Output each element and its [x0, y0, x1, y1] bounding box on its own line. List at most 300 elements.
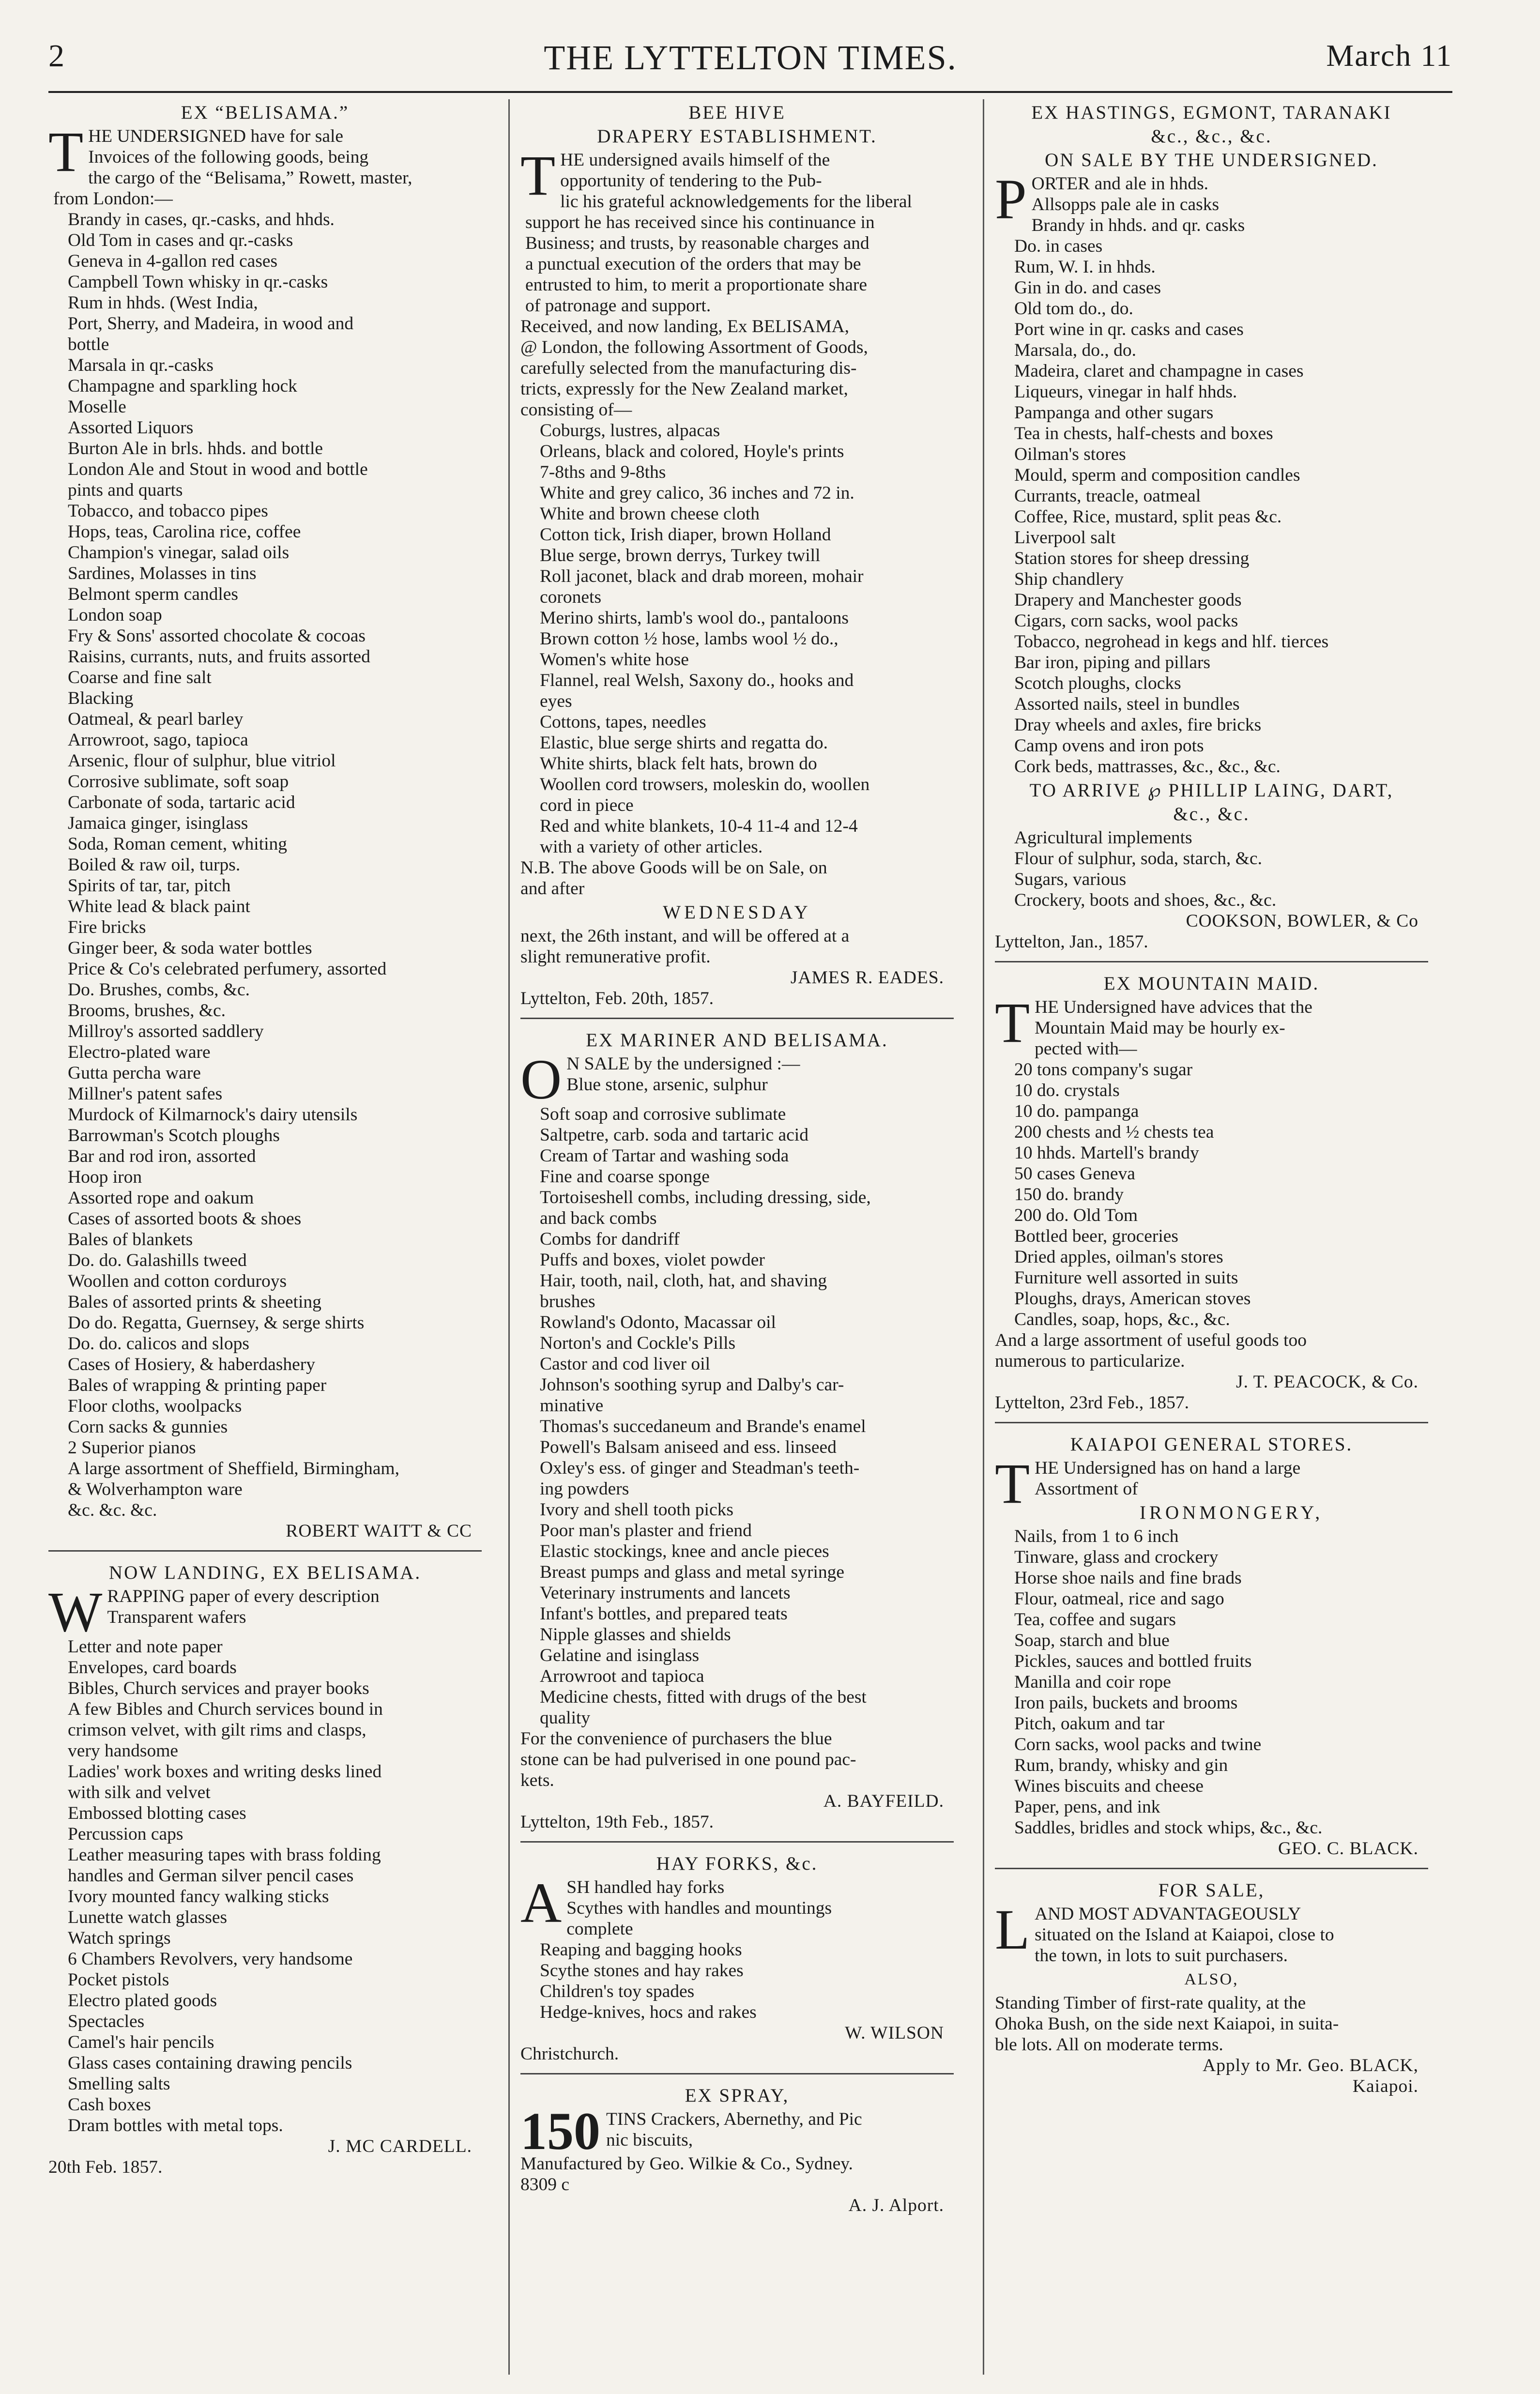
- ad-item: Champion's vinegar, salad oils: [68, 543, 290, 563]
- ad-item: Scotch ploughs, clocks: [1014, 673, 1181, 693]
- drop-cap: L: [995, 1898, 1030, 1961]
- ad-item: 200 do. Old Tom: [1014, 1205, 1138, 1225]
- ad-item: Manilla and coir rope: [1014, 1672, 1171, 1692]
- ad-heading: FOR SALE,: [1158, 1880, 1265, 1901]
- ad-item: White and brown cheese cloth: [540, 504, 760, 524]
- advertisement: [48, 102, 482, 1541]
- ad-item: Sugars, various: [1014, 869, 1127, 889]
- ad-item: Furniture well assorted in suits: [1014, 1268, 1238, 1288]
- ad-subheading: DRAPERY ESTABLISHMENT.: [597, 126, 877, 147]
- ad-item: with silk and velvet: [68, 1783, 211, 1802]
- ad-body-line: tricts, expressly for the New Zealand market,: [520, 379, 848, 399]
- ad-place: Kaiapoi.: [1352, 2076, 1418, 2096]
- ad-item: 6 Chambers Revolvers, very handsome: [68, 1949, 353, 1969]
- ad-item: Ship chandlery: [1014, 569, 1124, 589]
- ad-item: Nipple glasses and shields: [540, 1625, 731, 1645]
- ad-signature: GEO. C. BLACK.: [1278, 1839, 1418, 1859]
- ad-item: Iron pails, buckets and brooms: [1014, 1693, 1238, 1713]
- ad-lead-line: TINS Crackers, Abernethy, and Pic: [606, 2109, 862, 2129]
- ad-item: Brooms, brushes, &c.: [68, 1001, 226, 1021]
- ad-item: Pitch, oakum and tar: [1014, 1714, 1165, 1734]
- ad-item: Bales of blankets: [68, 1230, 193, 1250]
- ad-item: 2 Superior pianos: [68, 1438, 196, 1458]
- ad-item: cord in piece: [540, 795, 634, 815]
- ad-item: Barrowman's Scotch ploughs: [68, 1126, 280, 1145]
- ad-body-line: Ohoka Bush, on the side next Kaiapoi, in suita-: [995, 2014, 1339, 2034]
- ad-item: Tinware, glass and crockery: [1014, 1547, 1219, 1567]
- advertisement: [995, 102, 1428, 952]
- ad-code: 8309 c: [520, 2175, 570, 2195]
- ad-item: Sardines, Molasses in tins: [68, 564, 257, 583]
- ad-item: Glass cases containing drawing pencils: [68, 2053, 352, 2073]
- ad-item: Cases of assorted boots & shoes: [68, 1209, 302, 1229]
- ad-item: Arrowroot and tapioca: [540, 1666, 704, 1686]
- ad-signature: JAMES R. EADES.: [790, 968, 944, 988]
- column-2: [520, 99, 954, 2375]
- ad-item: 10 do. crystals: [1014, 1081, 1120, 1100]
- ad-body-line: next, the 26th instant, and will be offered at a: [520, 926, 850, 946]
- ad-body-line: N.B. The above Goods will be on Sale, on: [520, 858, 827, 878]
- ad-item: Raisins, currants, nuts, and fruits assorted: [68, 647, 370, 667]
- ad-item: Millner's patent safes: [68, 1084, 223, 1104]
- drop-cap: P: [995, 168, 1027, 231]
- ad-item: Crockery, boots and shoes, &c., &c.: [1014, 890, 1277, 910]
- ad-item: 10 hhds. Martell's brandy: [1014, 1143, 1199, 1163]
- ad-heading: EX MOUNTAIN MAID.: [1103, 973, 1320, 994]
- ad-item: Fine and coarse sponge: [540, 1167, 710, 1187]
- ad-item: Cork beds, mattrasses, &c., &c., &c.: [1014, 757, 1281, 777]
- ad-item: Castor and cod liver oil: [540, 1354, 711, 1374]
- ad-item: Wines biscuits and cheese: [1014, 1776, 1204, 1796]
- ad-subheading: WEDNESDAY: [663, 902, 811, 923]
- ad-lead-line: SH handled hay forks: [566, 1877, 725, 1897]
- ad-item: Port wine in qr. casks and cases: [1014, 320, 1244, 339]
- advertisement: [995, 1868, 1428, 2097]
- ad-item: Drapery and Manchester goods: [1014, 590, 1242, 610]
- ad-item: Tea in chests, half-chests and boxes: [1014, 424, 1273, 443]
- ad-lead-line: HE UNDERSIGNED have for sale: [88, 126, 344, 146]
- ad-item: Ploughs, drays, American stoves: [1014, 1289, 1251, 1309]
- ad-item: Coffee, Rice, mustard, split peas &c.: [1014, 507, 1282, 527]
- ad-date: Lyttelton, Feb. 20th, 1857.: [520, 989, 714, 1008]
- ad-heading: HAY FORKS, &c.: [656, 1853, 818, 1874]
- ad-item: Bar and rod iron, assorted: [68, 1146, 256, 1166]
- ad-item: Ginger beer, & soda water bottles: [68, 938, 312, 958]
- ad-item: Tobacco, negrohead in kegs and hlf. tierces: [1014, 632, 1329, 652]
- ad-date: Lyttelton, Jan., 1857.: [995, 932, 1148, 952]
- ad-item: Hair, tooth, nail, cloth, hat, and shaving: [540, 1271, 827, 1291]
- ad-signature: J. MC CARDELL.: [328, 2136, 472, 2156]
- ad-signature: A. J. Alport.: [848, 2196, 944, 2215]
- ad-item: Arsenic, flour of sulphur, blue vitriol: [68, 751, 336, 771]
- ad-lead-line: of patronage and support.: [525, 296, 711, 316]
- ad-lead-line: entrusted to him, to merit a proportionate share: [525, 275, 868, 295]
- ad-item: Camp ovens and iron pots: [1014, 736, 1204, 756]
- ad-item: ing powders: [540, 1479, 629, 1499]
- ad-subheading: ALSO,: [1184, 1970, 1239, 1988]
- ad-lead-line: lic his grateful acknowledgements for the liberal: [560, 192, 912, 212]
- ad-item: Corrosive sublimate, soft soap: [68, 772, 289, 792]
- ad-item: Puffs and boxes, violet powder: [540, 1250, 765, 1270]
- ad-item: Camel's hair pencils: [68, 2032, 214, 2052]
- ad-item: Saddles, bridles and stock whips, &c., &c.: [1014, 1818, 1323, 1838]
- ad-item: Tortoiseshell combs, including dressing, side,: [540, 1188, 871, 1207]
- ad-item: Blacking: [68, 688, 134, 708]
- ad-quantity: 150: [520, 2102, 600, 2161]
- ad-item: bottle: [68, 335, 109, 354]
- ad-item: Hops, teas, Carolina rice, coffee: [68, 522, 301, 542]
- ad-item: Smelling salts: [68, 2074, 170, 2094]
- ad-item: Merino shirts, lamb's wool do., pantaloons: [540, 608, 849, 628]
- ad-item: pints and quarts: [68, 480, 183, 500]
- ad-lead-line: Business; and trusts, by reasonable charges and: [525, 233, 869, 253]
- ad-item: Electro plated goods: [68, 1991, 217, 2011]
- ad-item: Do. Brushes, combs, &c.: [68, 980, 250, 1000]
- ad-lead-line: complete: [566, 1919, 633, 1939]
- drop-cap: O: [520, 1048, 562, 1111]
- ad-signature: W. WILSON: [845, 2023, 944, 2043]
- ad-item: Rum, brandy, whisky and gin: [1014, 1755, 1228, 1775]
- ad-item: Tea, coffee and sugars: [1014, 1610, 1176, 1630]
- ad-item: White and grey calico, 36 inches and 72 in.: [540, 483, 854, 503]
- ad-item: Marsala, do., do.: [1014, 340, 1137, 360]
- ad-lead-line: Assortment of: [1035, 1479, 1138, 1499]
- ad-item: Spirits of tar, tar, pitch: [68, 876, 231, 896]
- ad-item: and back combs: [540, 1208, 657, 1228]
- ad-lead-line: a punctual execution of the orders that may be: [525, 254, 861, 274]
- ad-item: Hoop iron: [68, 1167, 142, 1187]
- ad-item: Old Tom in cases and qr.-casks: [68, 230, 293, 250]
- ad-item: Flannel, real Welsh, Saxony do., hooks and: [540, 671, 854, 690]
- ad-lead-line: HE Undersigned have advices that the: [1035, 997, 1312, 1017]
- ad-item: Watch springs: [68, 1928, 171, 1948]
- ad-item: Cotton tick, Irish diaper, brown Holland: [540, 525, 831, 545]
- ad-item: Johnson's soothing syrup and Dalby's car-: [540, 1375, 844, 1395]
- ad-lead-line: pected with—: [1035, 1039, 1137, 1059]
- ad-body-line: Manufactured by Geo. Wilkie & Co., Sydney.: [520, 2154, 853, 2174]
- ad-lead-line: Allsopps pale ale in casks: [1031, 195, 1220, 214]
- ad-item: London soap: [68, 605, 162, 625]
- ad-item: &c. &c. &c.: [68, 1500, 157, 1520]
- drop-cap: T: [995, 1452, 1030, 1515]
- ad-item: Elastic stockings, knee and ancle pieces: [540, 1541, 829, 1561]
- ad-item: Envelopes, card boards: [68, 1658, 237, 1677]
- advertisement: [48, 1550, 482, 2178]
- ad-lead-line: HE undersigned avails himself of the: [560, 150, 830, 170]
- ad-item: Dried apples, oilman's stores: [1014, 1247, 1223, 1267]
- ad-item: Electro-plated ware: [68, 1042, 211, 1062]
- ad-body-line: and after: [520, 879, 585, 899]
- ad-item: Orleans, black and colored, Hoyle's prints: [540, 442, 844, 461]
- masthead: [48, 38, 1452, 93]
- ad-item: Assorted Liquors: [68, 418, 194, 438]
- ad-item: Bottled beer, groceries: [1014, 1226, 1178, 1246]
- ad-item: handles and German silver pencil cases: [68, 1866, 354, 1886]
- ad-item: Pickles, sauces and bottled fruits: [1014, 1651, 1252, 1671]
- column-rule: [508, 99, 510, 2375]
- ad-item: Millroy's assorted saddlery: [68, 1022, 264, 1041]
- ad-item: Brandy in cases, qr.-casks, and hhds.: [68, 210, 335, 229]
- ad-item: Madeira, claret and champagne in cases: [1014, 361, 1304, 381]
- ad-item: 7-8ths and 9-8ths: [540, 462, 666, 482]
- drop-cap: T: [48, 120, 84, 183]
- ad-item: Fry & Sons' assorted chocolate & cocoas: [68, 626, 366, 646]
- ad-item: Horse shoe nails and fine brads: [1014, 1568, 1242, 1588]
- ad-lead-line: the town, in lots to suit purchasers.: [1035, 1946, 1288, 1966]
- ad-item: Blue serge, brown derrys, Turkey twill: [540, 546, 821, 565]
- ad-item: Assorted rope and oakum: [68, 1188, 254, 1208]
- ad-item: Jamaica ginger, isinglass: [68, 813, 248, 833]
- ad-item: 10 do. pampanga: [1014, 1101, 1139, 1121]
- ad-item: Pampanga and other sugars: [1014, 403, 1214, 423]
- ad-item: Station stores for sheep dressing: [1014, 549, 1250, 568]
- ad-item: White shirts, black felt hats, brown do: [540, 754, 817, 774]
- ad-lead-line: from London:—: [53, 189, 173, 209]
- ad-item: Arrowroot, sago, tapioca: [68, 730, 248, 750]
- ad-item: Spectacles: [68, 2012, 145, 2031]
- ad-item: Murdock of Kilmarnock's dairy utensils: [68, 1105, 358, 1125]
- ad-lead-line: Brandy in hhds. and qr. casks: [1031, 215, 1245, 235]
- drop-cap: T: [520, 144, 556, 207]
- ad-item: Thomas's succedaneum and Brande's enamel: [540, 1417, 866, 1436]
- ad-item: Rum in hhds. (West India,: [68, 293, 258, 313]
- advertisement: [995, 1422, 1428, 1859]
- ad-lead-line: opportunity of tendering to the Pub-: [560, 171, 822, 191]
- ad-item: Woollen cord trowsers, moleskin do, woollen: [540, 775, 870, 794]
- ad-item: & Wolverhampton ware: [68, 1479, 243, 1499]
- ad-item: Scythe stones and hay rakes: [540, 1961, 744, 1981]
- ad-lead-line: HE Undersigned has on hand a large: [1035, 1458, 1301, 1478]
- ad-item: eyes: [540, 691, 572, 711]
- ad-subheading: TO ARRIVE ℘ PHILLIP LAING, DART,: [1029, 780, 1394, 801]
- ad-item: Combs for dandriff: [540, 1229, 680, 1249]
- ad-item: quality: [540, 1708, 591, 1728]
- column-1: [48, 99, 482, 2375]
- ad-heading: KAIAPOI GENERAL STORES.: [1070, 1434, 1353, 1455]
- ad-item: Flour, oatmeal, rice and sago: [1014, 1589, 1224, 1609]
- ad-item: Ivory mounted fancy walking sticks: [68, 1887, 329, 1906]
- ad-subheading: &c., &c., &c.: [1151, 126, 1272, 147]
- ad-item: Carbonate of soda, tartaric acid: [68, 793, 295, 812]
- column-3: [995, 99, 1428, 2375]
- ad-item: Cash boxes: [68, 2095, 151, 2115]
- ad-lead-line: Transparent wafers: [107, 1607, 246, 1627]
- ad-item: Nails, from 1 to 6 inch: [1014, 1526, 1179, 1546]
- ad-item: Agricultural implements: [1014, 828, 1192, 848]
- ad-item: Cream of Tartar and washing soda: [540, 1146, 789, 1166]
- ad-item: Brown cotton ½ hose, lambs wool ½ do.,: [540, 629, 839, 649]
- ad-date: Lyttelton, 23rd Feb., 1857.: [995, 1393, 1189, 1413]
- ad-lead-line: situated on the Island at Kaiapoi, close to: [1035, 1925, 1334, 1945]
- ad-heading: EX SPRAY,: [685, 2085, 790, 2106]
- ad-body-line: stone can be had pulverised in one pound pac-: [520, 1750, 856, 1769]
- issue-date: March 11: [1326, 38, 1452, 73]
- ad-lead-line: Scythes with handles and mountings: [566, 1898, 832, 1918]
- ad-body-line: Received, and now landing, Ex BELISAMA,: [520, 317, 850, 336]
- ad-item: Liqueurs, vinegar in half hhds.: [1014, 382, 1237, 402]
- ad-item: crimson velvet, with gilt rims and clasps,: [68, 1720, 366, 1740]
- ad-item: Medicine chests, fitted with drugs of the best: [540, 1687, 867, 1707]
- ad-item: Infant's bottles, and prepared teats: [540, 1604, 788, 1624]
- ad-item: Cigars, corn sacks, wool packs: [1014, 611, 1238, 631]
- ad-body-line: consisting of—: [520, 400, 632, 420]
- ad-item: Norton's and Cockle's Pills: [540, 1333, 736, 1353]
- ad-item: Campbell Town whisky in qr.-casks: [68, 272, 328, 292]
- ad-item: Corn sacks & gunnies: [68, 1417, 228, 1437]
- ad-item: Hedge-knives, hocs and rakes: [540, 2002, 757, 2022]
- ad-item: Do. do. Galashills tweed: [68, 1250, 247, 1270]
- ad-signature: A. BAYFEILD.: [823, 1791, 944, 1811]
- ad-item: Elastic, blue serge shirts and regatta do.: [540, 733, 828, 753]
- ad-item: Do do. Regatta, Guernsey, & serge shirts: [68, 1313, 365, 1333]
- ad-item: Cases of Hosiery, & haberdashery: [68, 1355, 315, 1374]
- advertisement: [520, 2073, 954, 2216]
- ad-heading: NOW LANDING, EX BELISAMA.: [108, 1562, 422, 1583]
- ad-item: Lunette watch glasses: [68, 1907, 228, 1927]
- drop-cap: T: [995, 991, 1030, 1054]
- ad-item: Breast pumps and glass and metal syringe: [540, 1562, 845, 1582]
- ad-item: Soap, starch and blue: [1014, 1631, 1170, 1650]
- ad-lead-line: Invoices of the following goods, being: [88, 147, 369, 167]
- newspaper-title: THE LYTTELTON TIMES.: [544, 38, 957, 77]
- ad-item: brushes: [540, 1292, 595, 1311]
- advertisement: [520, 1018, 954, 1832]
- ad-item: Do. in cases: [1014, 236, 1103, 256]
- ad-item: White lead & black paint: [68, 897, 250, 916]
- ad-item: Paper, pens, and ink: [1014, 1797, 1160, 1817]
- ad-item: Reaping and bagging hooks: [540, 1940, 742, 1960]
- ad-body-line: Standing Timber of first-rate quality, at the: [995, 1993, 1306, 2013]
- ad-item: Woollen and cotton corduroys: [68, 1271, 287, 1291]
- ad-heading: BEE HIVE: [688, 102, 786, 123]
- ad-date: 20th Feb. 1857.: [48, 2157, 163, 2177]
- ad-signature: Apply to Mr. Geo. BLACK,: [1203, 2056, 1418, 2075]
- ad-item: Ivory and shell tooth picks: [540, 1500, 733, 1520]
- ad-item: Powell's Balsam aniseed and ess. linseed: [540, 1437, 837, 1457]
- ad-body-line: kets.: [520, 1770, 554, 1790]
- ad-item: Percussion caps: [68, 1824, 183, 1844]
- ad-lead-line: the cargo of the “Belisama,” Rowett, master,: [88, 168, 412, 188]
- ad-lead-line: Mountain Maid may be hourly ex-: [1035, 1018, 1285, 1038]
- ad-date: Christchurch.: [520, 2044, 619, 2064]
- ad-lead-line: Blue stone, arsenic, sulphur: [566, 1075, 768, 1095]
- ad-item: Cottons, tapes, needles: [540, 712, 706, 732]
- ad-date: Lyttelton, 19th Feb., 1857.: [520, 1812, 714, 1832]
- ad-item: Old tom do., do.: [1014, 299, 1133, 319]
- ad-item: 150 do. brandy: [1014, 1185, 1124, 1205]
- ad-item: Tobacco, and tobacco pipes: [68, 501, 268, 521]
- ad-item: Dram bottles with metal tops.: [68, 2116, 283, 2135]
- ad-item: A few Bibles and Church services bound in: [68, 1699, 383, 1719]
- ad-body-line: And a large assortment of useful goods too: [995, 1330, 1307, 1350]
- ad-item: Currants, treacle, oatmeal: [1014, 486, 1201, 506]
- ad-item: Dray wheels and axles, fire bricks: [1014, 715, 1262, 735]
- drop-cap: A: [520, 1871, 562, 1935]
- ad-item: Oilman's stores: [1014, 444, 1126, 464]
- ad-item: Pocket pistols: [68, 1970, 169, 1990]
- ad-item: Coarse and fine salt: [68, 668, 212, 687]
- ad-item: Bales of wrapping & printing paper: [68, 1375, 327, 1395]
- ad-heading: EX MARINER AND BELISAMA.: [586, 1030, 888, 1051]
- ad-item: Red and white blankets, 10-4 11-4 and 12-4: [540, 816, 858, 836]
- ad-subheading: &c., &c.: [1173, 804, 1250, 824]
- ad-signature: J. T. PEACOCK, & Co.: [1235, 1372, 1418, 1392]
- ad-item: Oxley's ess. of ginger and Steadman's teeth-: [540, 1458, 860, 1478]
- ad-item: Port, Sherry, and Madeira, in wood and: [68, 314, 354, 334]
- page-number: 2: [48, 38, 64, 74]
- ad-item: Marsala in qr.-casks: [68, 355, 213, 375]
- ad-item: Bales of assorted prints & sheeting: [68, 1292, 321, 1312]
- ad-item: Corn sacks, wool packs and twine: [1014, 1735, 1262, 1754]
- ad-body-line: For the convenience of purchasers the blue: [520, 1729, 832, 1749]
- ad-item: Mould, sperm and composition candles: [1014, 465, 1300, 485]
- ad-item: Assorted nails, steel in bundles: [1014, 694, 1240, 714]
- ad-item: minative: [540, 1396, 604, 1416]
- drop-cap: W: [48, 1580, 103, 1644]
- ad-item: Belmont sperm candles: [68, 584, 239, 604]
- ad-item: Poor man's plaster and friend: [540, 1521, 752, 1540]
- ad-item: Coburgs, lustres, alpacas: [540, 421, 720, 441]
- ad-item: Leather measuring tapes with brass folding: [68, 1845, 381, 1865]
- ad-subheading: IRONMONGERY,: [1140, 1502, 1324, 1523]
- ad-item: Rowland's Odonto, Macassar oil: [540, 1312, 776, 1332]
- ad-item: with a variety of other articles.: [540, 837, 763, 857]
- column-rule: [983, 99, 984, 2375]
- ad-item: Bibles, Church services and prayer books: [68, 1678, 369, 1698]
- ad-signature: COOKSON, BOWLER, & Co: [1186, 911, 1418, 931]
- ad-item: Women's white hose: [540, 650, 689, 670]
- ad-item: Ladies' work boxes and writing desks lined: [68, 1762, 382, 1782]
- ad-item: Do. do. calicos and slops: [68, 1334, 249, 1354]
- ad-subheading: ON SALE BY THE UNDERSIGNED.: [1045, 150, 1378, 170]
- ad-item: very handsome: [68, 1741, 179, 1761]
- ad-item: Letter and note paper: [68, 1637, 223, 1657]
- ad-lead-line: support he has received since his continuance in: [525, 213, 875, 232]
- ad-item: Children's toy spades: [540, 1982, 695, 2001]
- ad-item: Gin in do. and cases: [1014, 278, 1161, 298]
- ad-lead-line: nic biscuits,: [606, 2130, 693, 2150]
- ad-item: Soft soap and corrosive sublimate: [540, 1104, 786, 1124]
- advertisement: [520, 1841, 954, 2064]
- ad-item: Bar iron, piping and pillars: [1014, 653, 1211, 672]
- ad-item: Roll jaconet, black and drab moreen, mohair: [540, 566, 864, 586]
- ad-heading: EX HASTINGS, EGMONT, TARANAKI: [1031, 102, 1392, 123]
- ad-item: 20 tons company's sugar: [1014, 1060, 1193, 1080]
- ad-item: Veterinary instruments and lancets: [540, 1583, 791, 1603]
- ad-body-line: slight remunerative profit.: [520, 947, 711, 967]
- ad-item: Boiled & raw oil, turps.: [68, 855, 241, 875]
- advertisement: [995, 961, 1428, 1413]
- ad-body-line: ble lots. All on moderate terms.: [995, 2035, 1223, 2055]
- ad-lead-line: N SALE by the undersigned :—: [566, 1054, 800, 1074]
- ad-item: Moselle: [68, 397, 126, 417]
- ad-item: Gelatine and isinglass: [540, 1646, 700, 1665]
- ad-item: Saltpetre, carb. soda and tartaric acid: [540, 1125, 808, 1145]
- ad-body-line: @ London, the following Assortment of Goods,: [520, 337, 868, 357]
- advertisement: [520, 102, 954, 1009]
- ad-item: Fire bricks: [68, 917, 146, 937]
- ad-item: Candles, soap, hops, &c., &c.: [1014, 1310, 1230, 1329]
- ad-lead-line: RAPPING paper of every description: [107, 1586, 380, 1606]
- ad-item: 200 chests and ½ chests tea: [1014, 1122, 1214, 1142]
- ad-item: Floor cloths, woolpacks: [68, 1396, 242, 1416]
- ad-item: Rum, W. I. in hhds.: [1014, 257, 1156, 277]
- ad-item: Gutta percha ware: [68, 1063, 201, 1083]
- ad-lead-line: AND MOST ADVANTAGEOUSLY: [1035, 1904, 1301, 1924]
- ad-item: Burton Ale in brls. hhds. and bottle: [68, 439, 323, 458]
- ad-lead-line: ORTER and ale in hhds.: [1031, 174, 1209, 194]
- ad-item: coronets: [540, 587, 602, 607]
